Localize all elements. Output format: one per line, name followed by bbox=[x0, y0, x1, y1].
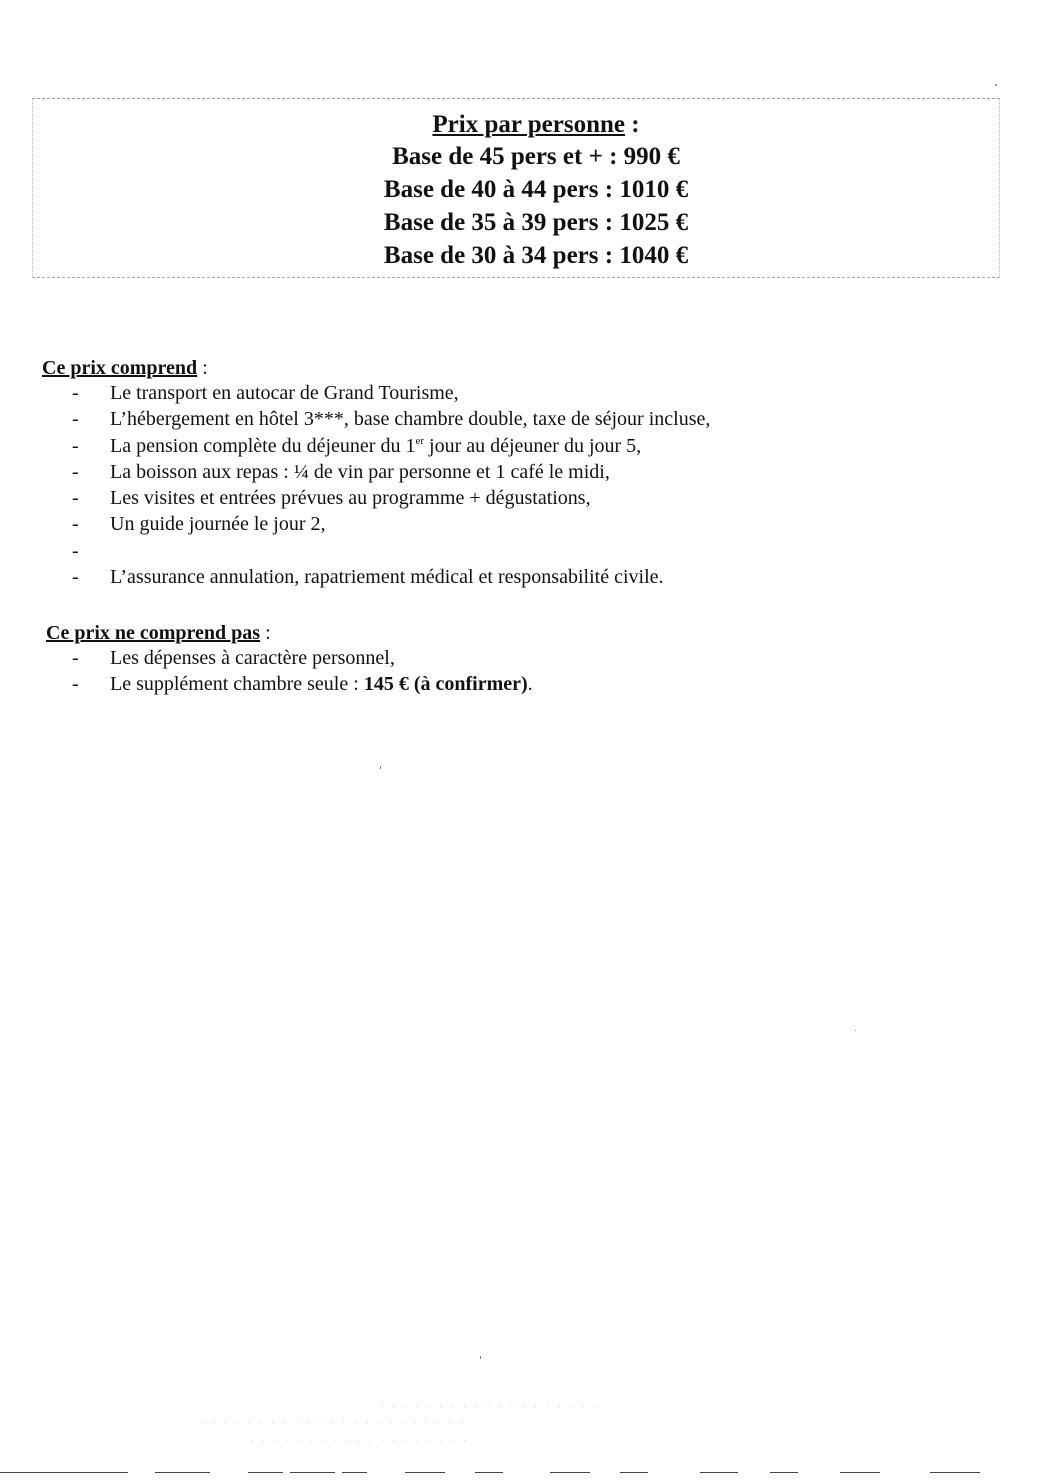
bullet-dash: - bbox=[72, 460, 79, 483]
included-item-transport: Le transport en autocar de Grand Tourisme, bbox=[110, 382, 459, 404]
footer-scan-rules bbox=[0, 1472, 1050, 1474]
bullet-dash: - bbox=[72, 434, 79, 457]
list-item bbox=[42, 538, 710, 564]
excluded-title-colon: : bbox=[260, 622, 271, 644]
bullet-dash: - bbox=[72, 513, 79, 536]
excluded-title bbox=[46, 621, 533, 645]
price-line-30-34: Base de 30 à 34 pers : 1040 € bbox=[383, 242, 689, 269]
list-item bbox=[42, 433, 710, 459]
list-item bbox=[42, 459, 710, 485]
bullet-dash: - bbox=[72, 487, 79, 510]
bullet-dash: - bbox=[72, 408, 79, 431]
included-item-pension: La pension complète du déjeuner du 1 bbox=[110, 434, 416, 457]
excluded-item-supplement-label: Le supplément chambre seule : bbox=[110, 673, 364, 696]
scan-smudge: · · · · · · · · · · · · · · · · · · · bbox=[250, 1436, 470, 1447]
excluded-item-supplement-end: . bbox=[527, 673, 533, 696]
price-line-40-44: Base de 40 à 44 pers : 1010 € bbox=[383, 176, 689, 203]
price-box bbox=[32, 98, 1000, 278]
included-item-guide: Un guide journée le jour 2, bbox=[110, 513, 326, 536]
scan-speck bbox=[380, 766, 381, 769]
included-title-colon: : bbox=[197, 357, 208, 379]
excluded-list bbox=[46, 645, 533, 698]
included-item-pension-sup: er bbox=[415, 434, 425, 447]
list-item bbox=[42, 406, 710, 432]
bullet-dash: - bbox=[72, 539, 79, 562]
included-item-pension-rest: jour au déjeuner du jour 5, bbox=[424, 434, 642, 457]
list-item bbox=[46, 671, 533, 697]
scan-speck bbox=[855, 1030, 856, 1031]
scan-speck bbox=[480, 1356, 481, 1359]
excluded-item-supplement-price: 145 € (à confirmer) bbox=[363, 673, 528, 696]
included-section bbox=[42, 356, 710, 590]
price-line-35-39: Base de 35 à 39 pers : 1025 € bbox=[383, 209, 689, 236]
list-item bbox=[42, 485, 710, 511]
included-item-visites: Les visites et entrées prévues au programme + dégustations, bbox=[110, 487, 591, 510]
list-item bbox=[42, 564, 710, 590]
included-title bbox=[42, 356, 710, 380]
bullet-dash: - bbox=[72, 673, 79, 696]
bullet-dash: - bbox=[72, 647, 79, 669]
bullet-dash: - bbox=[72, 566, 79, 589]
price-title-text: Prix par personne bbox=[432, 111, 625, 138]
list-item bbox=[46, 645, 533, 671]
excluded-section bbox=[46, 621, 533, 698]
price-title-colon: : bbox=[625, 111, 640, 138]
scan-smudge: · · · · · · · · · · · · · · · · · · · · · · · bbox=[200, 1418, 467, 1429]
included-list bbox=[42, 380, 710, 590]
price-line-45: Base de 45 pers et + : 990 € bbox=[392, 143, 680, 170]
included-title-text: Ce prix comprend bbox=[42, 357, 198, 379]
included-item-boisson: La boisson aux repas : ¼ de vin par personne et 1 café le midi, bbox=[110, 460, 610, 483]
bullet-dash: - bbox=[72, 382, 79, 404]
excluded-title-text: Ce prix ne comprend pas bbox=[46, 622, 261, 644]
excluded-item-depenses: Les dépenses à caractère personnel, bbox=[110, 647, 395, 669]
price-box-content bbox=[33, 109, 999, 272]
included-item-hotel: L’hébergement en hôtel 3***, base chambre double, taxe de séjour incluse, bbox=[110, 408, 711, 431]
scan-smudge: · · · · · · · · · · · · · · · · · · · bbox=[380, 1402, 600, 1413]
list-item bbox=[42, 380, 710, 406]
scan-speck bbox=[995, 84, 997, 86]
price-title bbox=[73, 109, 999, 140]
list-item bbox=[42, 511, 710, 537]
included-item-assurance: L’assurance annulation, rapatriement médical et responsabilité civile. bbox=[110, 566, 664, 589]
